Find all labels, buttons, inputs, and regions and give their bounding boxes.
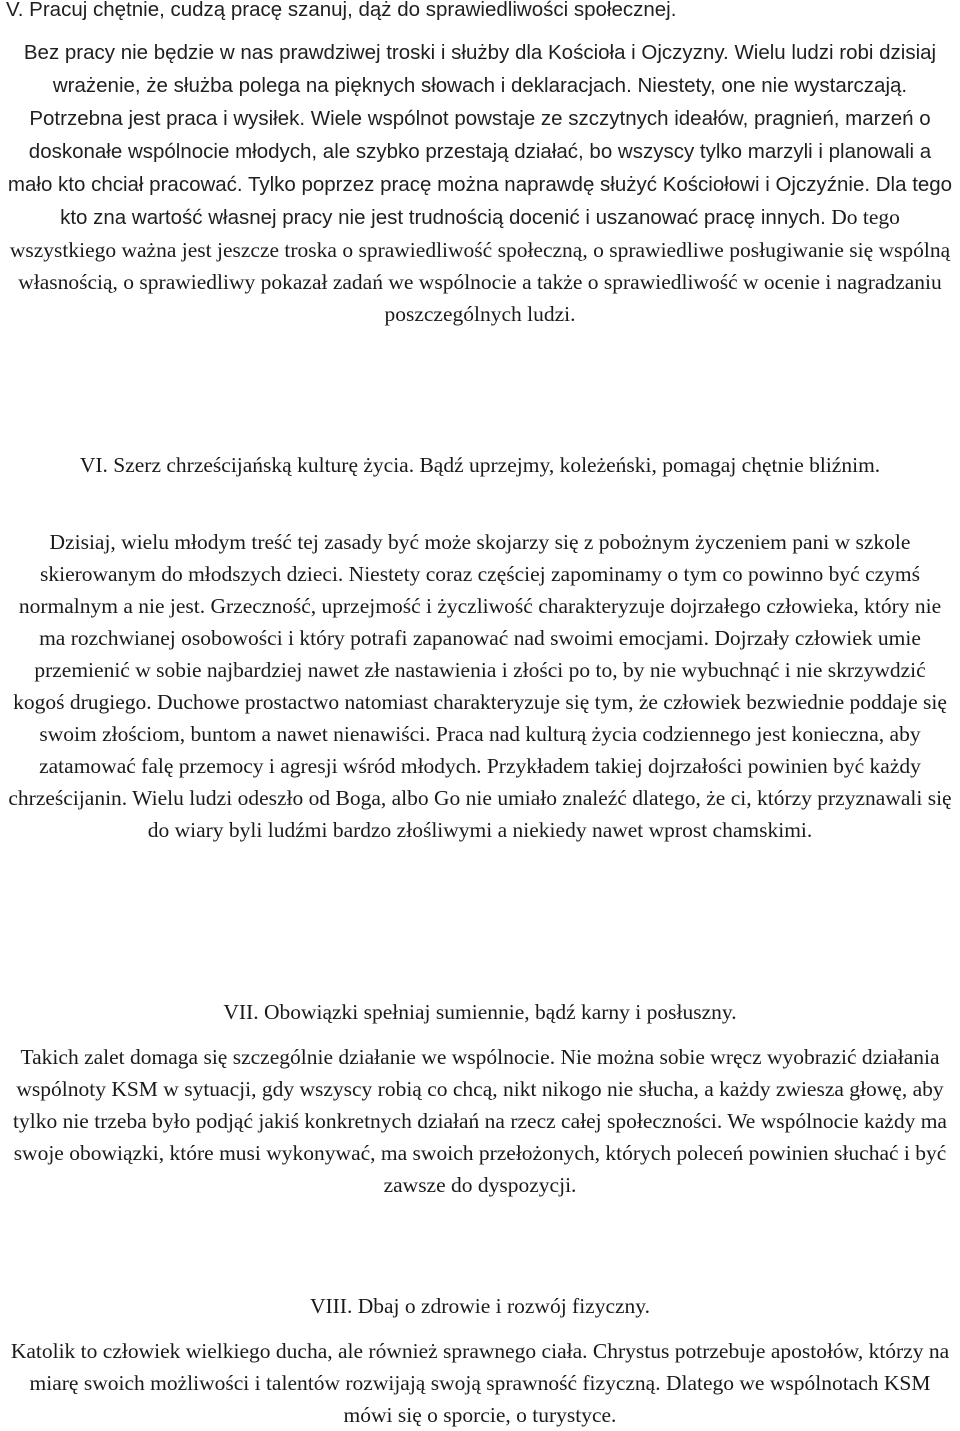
section-8-body: Katolik to człowiek wielkiego ducha, ale również sprawnego ciała. Chrystus potrzebuje apostołów, którzy na miarę swoich możliwości i talentów rozwijają swoją sprawność fizyczną. Dlatego we wspólnotach KSM mówi się o sporcie, o turystyce.: [10, 1339, 950, 1427]
section-7-heading: VII. Obowiązki spełniaj sumiennie, bądź karny i posłuszny.: [223, 1000, 737, 1024]
section-5-body: [6, 36, 954, 330]
section-5-body-sans: Bez pracy nie będzie w nas prawdziwej troski i służby dla Kościoła i Ojczyzny. Wielu ludzi robi dzisiaj wrażenie, że służba polega na pięknych słowach i deklaracjach. Niestety, one nie wystarczają. Potrzebna jest praca i wysiłek. Wiele wspólnot powstaje ze szczytnych ideałów, pragnień, marzeń o doskonałe wspólnocie młodych, ale szybko przestają działać, bo wszyscy tylko marzyli i planowali a mało kto chciał pracować. Tylko poprzez pracę można naprawdę służyć Kościołowi i Ojczyźnie. Dla tego kto zna wartość własnej pracy nie jest trudnością docenić i uszanować pracę innych.: [7, 41, 953, 229]
section-5-body-serif: Do tego wszystkiego ważna jest jeszcze troska o sprawiedliwość społeczną, o sprawiedliwe posługiwanie się wspólną własnością, o sprawiedliwy pokazał zadań we wspólnocie a także o sprawiedliwość w ocenie i nagradzaniu poszczególnych ludzi.: [9, 205, 951, 326]
section-6-body: Dzisiaj, wielu młodym treść tej zasady być może skojarzy się z pobożnym życzeniem pani w szkole skierowanym do młodszych dzieci. Niestety coraz częściej zapominamy o tym co powinno być czymś normalnym a nie jest. Grzeczność, uprzejmość i życzliwość charakteryzuje dojrzałego człowieka, który nie ma rozchwianej osobowości i który potrafi zapanować nad swoimi emocjami. Dojrzały człowiek umie przemienić w sobie najbardziej nawet złe nastawienia i złości po to, by nie wybuchnąć i nie skrzywdzić kogoś drugiego. Duchowe prostactwo natomiast charakteryzuje się tym, że człowiek bezwiednie poddaje się swoim złościom, buntom a nawet nienawiści. Praca nad kulturą życia codziennego jest konieczna, aby zatamować falę przemocy i agresji wśród młodych. Przykładem takiej dojrzałości powinien być każdy chrześcijanin. Wielu ludzi odeszło od Boga, albo Go nie umiało znaleźć dlatego, że ci, którzy przyznawali się do wiary byli ludźmi bardzo złośliwymi a niekiedy nawet wprost chamskimi.: [8, 530, 952, 842]
section-7-body: Takich zalet domaga się szczególnie działanie we wspólnocie. Nie można sobie wręcz wyobrazić działania wspólnoty KSM w sytuacji, gdy wszyscy robią co chcą, nikt nikogo nie słucha, a każdy zwiesza głowę, aby tylko nie trzeba było podjąć jakiś konkretnych działań na rzecz całej społeczności. We wspólnocie każdy ma swoje obowiązki, które musi wykonywać, ma swoich przełożonych, których poleceń powinien słuchać i być zawsze do dyspozycji.: [13, 1045, 947, 1197]
section-6-heading: VI. Szerz chrześcijańską kulturę życia. Bądź uprzejmy, koleżeński, pomagaj chętnie bliźnim.: [79, 453, 881, 477]
section-8-heading: VIII. Dbaj o zdrowie i rozwój fizyczny.: [309, 1294, 651, 1318]
section-5-heading: V. Pracuj chętnie, cudzą pracę szanuj, dąż do sprawiedliwości społecznej.: [6, 0, 677, 21]
